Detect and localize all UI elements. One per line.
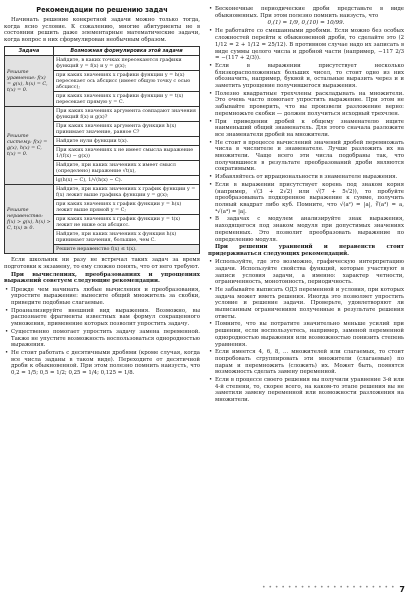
right-column xyxy=(208,6,404,405)
formulation-cell: При каких значениях аргумента совпадают значения функций f(x) и g(x)? xyxy=(54,106,200,121)
formulation-cell: при каких значениях x графики функции y = h(x) пересекает ось абсцисс (имеет общую точку с осью абсцисс); xyxy=(54,70,200,91)
table-header-formulation: Возможная формулировка этой задачи xyxy=(54,46,200,55)
calculation-tips-list-continued-2 xyxy=(208,28,404,243)
formulation-cell: Найдите, при каких значениях x имеет смысл (определено) выражение √t(x), xyxy=(54,160,200,175)
left-column xyxy=(4,6,200,378)
footer-dots: • • • • • • • • • • • • • • • • • • • • • xyxy=(262,584,395,591)
list-item: • Прежде чем начинать любые вычисления и преобразования, упростите выражение: вынесите общий множитель за скобки, приведите подобные слагаемые. xyxy=(4,287,200,307)
list-item: • Используйте, где это возможно, графическую интерпретацию задачи. Используйте свойства функций, которые участвуют в записи условия задачи, а именно: характер четности, ограниченность, монотонность, периодичность. xyxy=(208,259,404,286)
task-formulation-table xyxy=(4,46,200,254)
equation-tips-list xyxy=(208,259,404,404)
list-item: • Избавляйтесь от иррациональности в знаменателе выражения. xyxy=(208,174,404,181)
formulation-cell: Найдите, при каких значениях x график функции y = f(x) лежит выше графика функции y = g(x); xyxy=(54,184,200,199)
table-header-task: Задача xyxy=(5,46,54,55)
section-heading-calculations: При вычислениях, преобразованиях и упрощениях выражений советуем следующие рекомендации. xyxy=(4,271,200,285)
table-header-row xyxy=(5,46,200,55)
task-equation: Решите уравнение: f(x) = g(x), h(x) = C, t(x) = 0. xyxy=(5,55,54,106)
section-title: Рекомендации по решению задач xyxy=(36,6,168,14)
list-item: • Не стоит в процессе вычислений значений дробей перемножать числа в числителе и знаменателе. Лучше разложить их на множители. Чаще всего эти числа подобраны так, что получившиеся в результате преобразований дроби являются сократимыми. xyxy=(208,140,404,174)
formulation-cell: Найдите, в каких точках пересекаются графики функций y = f(x) и y = g(x); xyxy=(54,55,200,70)
list-item: • Если в выражении присутствует несколько близкорасположенных больших чисел, то стоит одно из них обозначить, например, буквой и, остальные выразить через и и заметить упрощение получившегося выражения. xyxy=(208,63,404,90)
list-item: • Проанализируйте внешний вид выражения. Возможно, вы распознаете фрагменты известных вам формул сокращенного умножения, применение которых позволит упростить задачу. xyxy=(4,308,200,328)
table-row xyxy=(5,55,200,70)
list-item: • Бесконечные периодические дроби представьте в виде обыкновенных. При этом полезно помнить наизусть, что xyxy=(208,6,404,19)
list-item: • Полезно квадратные трехчлены раскладывать на множители. Это очень часто помогает упростить выражение. При этом не забывайте проверить, что вы произвели разложение верно: перемножьте скобки — должен получиться исходный трехчлен. xyxy=(208,91,404,118)
list-item: • Помните, что вы потратите значительно меньше усилий при решении, если воспользуетесь, например, заменой переменной однородностью выражения или возможностью понизить степень уравнения. xyxy=(208,321,404,348)
table-row xyxy=(5,106,200,121)
formulation-cell: При каких значениях x не имеет смысла выражение 1/(f(x) − g(x)) xyxy=(54,145,200,160)
list-item: • При приведении дробей к общему знаменателю ищите наименьший общий знаменатель. Для этого сначала разложите все знаменатели дробей на множители. xyxy=(208,119,404,139)
list-item: • Если в выражении присутствует корень под знаком корня (например, √(3 + 2√2) или √(7 + 5√2)), то пробуйте преобразовывать подкоренное выражение к сумме, получить полный квадрат либо куб. Помните, что √(a²) = |a|, ∛(a³) = a, ⁴√(a⁴) = |a|. xyxy=(208,182,404,216)
task-inequality: Решите неравенство: f(x) > g(x), h(x) > C, t(x) ≥ 0. xyxy=(5,184,54,253)
formulation-cell: при каких значениях x графики функции y = t(x) пересекает прямую y = C. xyxy=(54,91,200,106)
formulation-cell: при каких значениях x график функции y = t(x) лежит не ниже оси абсцисс. xyxy=(54,214,200,229)
formulation-cell: При каких значениях аргумента функция h(x) принимает значение, равное C? xyxy=(54,121,200,136)
calculation-tips-list xyxy=(4,287,200,377)
page-number: 7 xyxy=(399,585,405,594)
list-item: • Если в процессе своего решения вы получили уравнение 3-й или 4-й степени, то, скорее всего, на каком-то этапе решения вы не заметили замену переменной или возможности разложения на множители. xyxy=(208,377,404,404)
formulation-cell: Найдите нули функции t(x). xyxy=(54,136,200,145)
list-item: • В задачах с модулем анализируйте знак выражения, находящегося под знаком модуля при допустимых значениях переменных. Это позволит преобразовать выражение по определению модуля. xyxy=(208,216,404,243)
list-item: • Не работайте со смешанными дробями. Если можно без особых сложностей перейти к обыкновенной дроби, то сделайте это (2 1/12 = 2 + 1/12 = 25/12). В противном случае надо их записать в виде суммы целого числа и дробной части (например, −117 2/3 = −(117 + 2/3)). xyxy=(208,28,404,62)
section-heading-equations: При решении уравнений и неравенств стоит придерживаться следующих рекомендаций. xyxy=(208,244,404,257)
table-row xyxy=(5,184,200,199)
formulation-cell: lg(h(x) − C), 1/√(h(x) − C). xyxy=(54,175,200,184)
list-item: • Не стоит работать с десятичными дробями (кроме случая, когда все числа заданы в таком виде). Переходите от десятичной дроби к обыкновенной. При этом полезно помнить наизусть, что 0,2 = 1/5; 0,5 = 1/2; 0,25 = 1/4; 0,125 = 1/8. xyxy=(4,350,200,377)
list-item: • Существенно помогает упростить задачу замена переменной. Также не упустите возможность воспользоваться однородностью выражения. xyxy=(4,329,200,349)
periodic-fraction-formula: 0,(1) = 1/9, 0,(10) = 10/99. xyxy=(267,20,345,27)
after-table-paragraph: Если школьник ни разу не встречал таких задач за время подготовки к экзамену, то ему сложно понять, что от него требуют. xyxy=(4,256,200,270)
intro-paragraph: Начинать решение конкретной задачи можно только тогда, когда ясно условие. К сожалению, многие абитуриенты не в состоянии решить даже элементарные математические задачи, когда вопрос в них сформулирован необычным образом. xyxy=(4,17,200,44)
list-item: • Не забывайте выписать ОДЗ переменной и условия, при которых задача может иметь решения. Иногда это позволяет упростить условие и решение задачи. Проверьте, удовлетворяют ли выписанным ограничениям полученные в результате решения ответы. xyxy=(208,287,404,321)
formulation-cell: Найдите, при каких значениях x функция h(x) принимает значения, большие, чем C. xyxy=(54,229,200,244)
calculation-tips-list-continued xyxy=(208,6,404,19)
task-system: Решите систему: f(x) = g(x), h(x) = C, t(x) = 0. xyxy=(5,106,54,184)
formulation-cell: при каких значениях x график функции y = h(x) лежит выше прямой y = C; xyxy=(54,199,200,214)
formulation-cell: Решите неравенство f(x) ≤ t(x). xyxy=(54,244,200,253)
list-item: • Если имеется 4, 6, 8, ... множителей или слагаемых, то стоит попробовать сгруппировать эти множители (слагаемые) по парам и перемножить (сложить) их. Может быть, появятся возможность сделать замену переменной. xyxy=(208,349,404,376)
